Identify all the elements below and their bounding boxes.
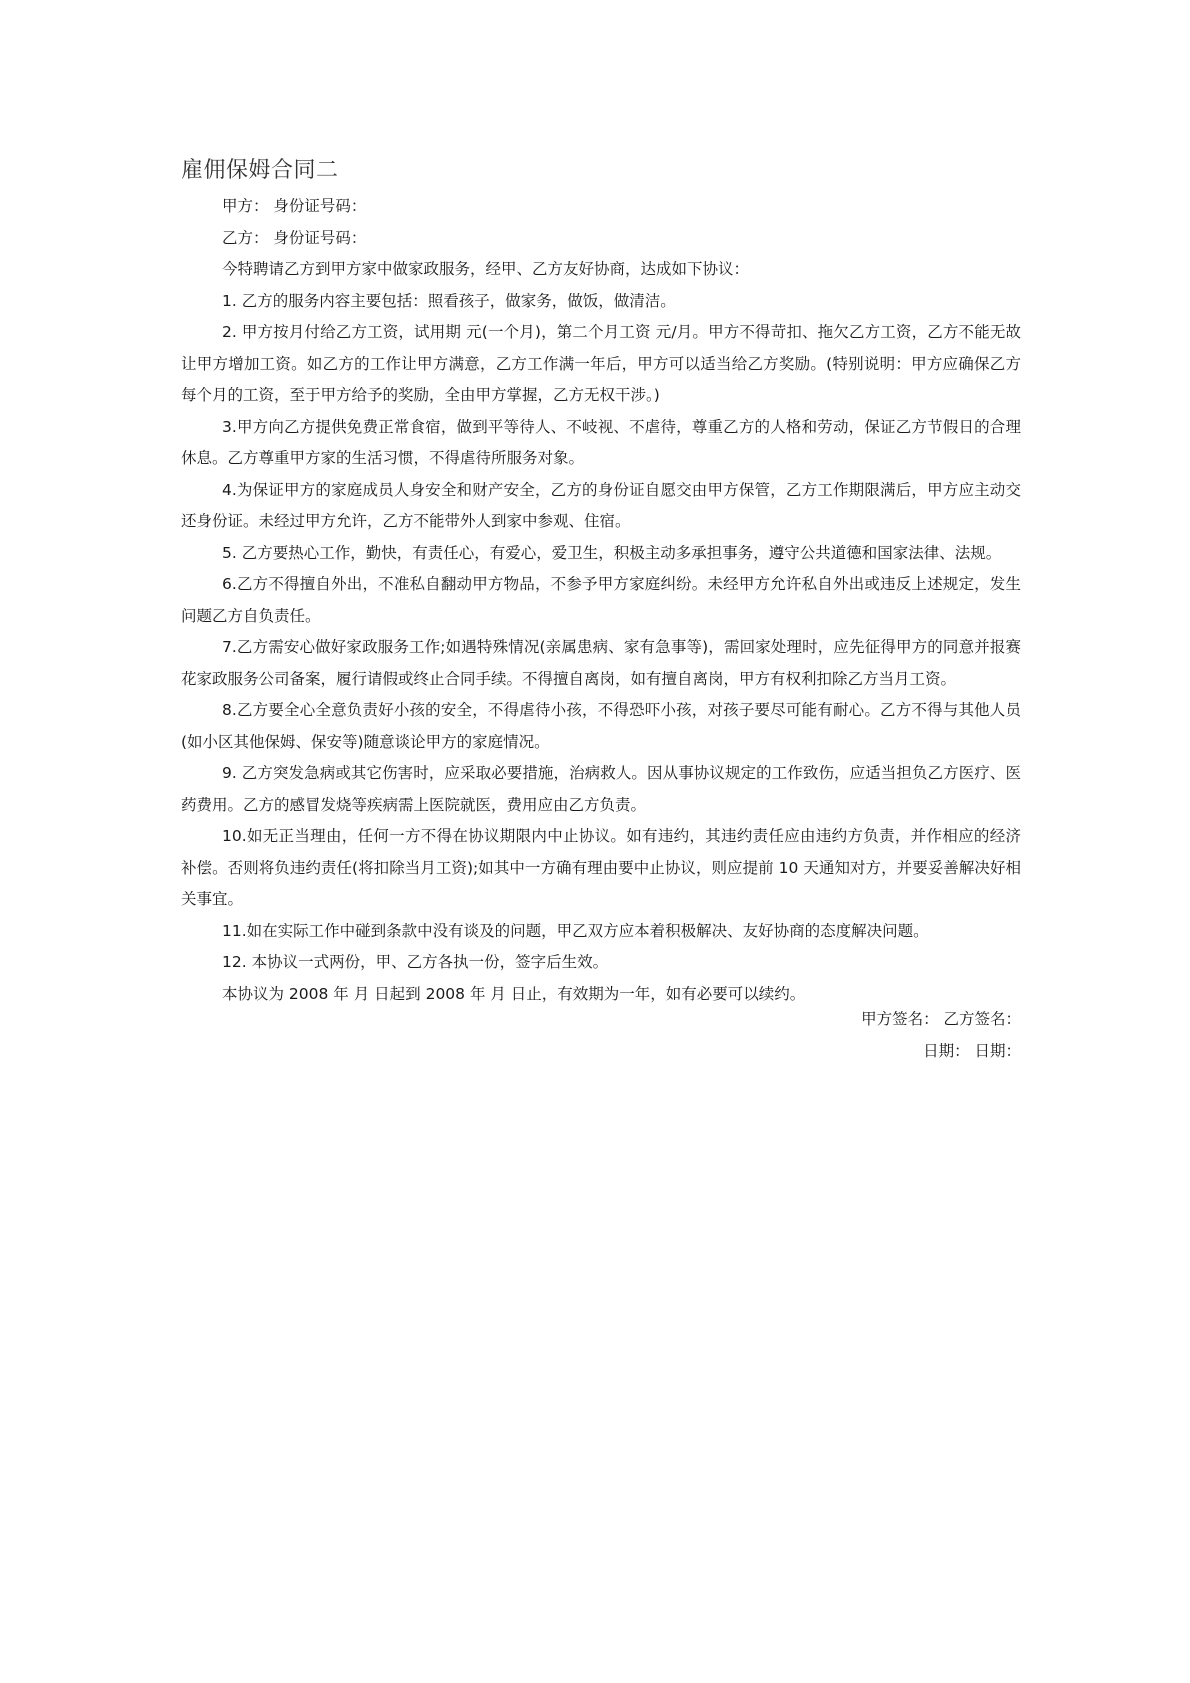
clause-4: 4.为保证甲方的家庭成员人身安全和财产安全，乙方的身份证自愿交由甲方保管，乙方工作期限满后，甲方应主动交还身份证。未经过甲方允许，乙方不能带外人到家中参观、住宿。: [181, 480, 1021, 530]
clause-12: 12. 本协议一式两份，甲、乙方各执一份，签字后生效。: [222, 953, 609, 971]
clause-5: 5. 乙方要热心工作，勤快，有责任心，有爱心，爱卫生，积极主动多承担事务，遵守公共道德和国家法律、法规。: [222, 543, 1002, 562]
clause-2: 2. 甲方按月付给乙方工资，试用期 元(一个月)，第二个月工资 元/月。甲方不得苛扣、拖欠乙方工资，乙方不能无故让甲方增加工资。如乙方的工作让甲方满意，乙方工作满一年后，甲方可以适当给乙方奖励。(特别说明：甲方应确保乙方每个月的工资，至于甲方给予的奖励，全由甲方掌握，乙方无权干涉。): [181, 323, 1021, 404]
clause-8: 8.乙方要全心全意负责好小孩的安全，不得虐待小孩，不得恐吓小孩，对孩子要尽可能有耐心。乙方不得与其他人员(如小区其他保姆、保安等)随意谈论甲方的家庭情况。: [181, 701, 1021, 751]
document-title: 雇佣保姆合同二: [181, 158, 339, 183]
clause-3: 3.甲方向乙方提供免费正常食宿，做到平等待人、不岐视、不虐待，尊重乙方的人格和劳动，保证乙方节假日的合理休息。乙方尊重甲方家的生活习惯，不得虐待所服务对象。: [181, 417, 1021, 467]
clause-6: 6.乙方不得擅自外出，不准私自翻动甲方物品，不参予甲方家庭纠纷。未经甲方允许私自外出或违反上述规定，发生问题乙方自负责任。: [181, 575, 1021, 625]
clause-7: 7.乙方需安心做好家政服务工作;如遇特殊情况(亲属患病、家有急事等)，需回家处理时，应先征得甲方的同意并报赛花家政服务公司备案，履行请假或终止合同手续。不得擅自离岗，如有擅自离岗，甲方有权利扣除乙方当月工资。: [181, 638, 1021, 688]
clause-11: 11.如在实际工作中碰到条款中没有谈及的问题，甲乙双方应本着积极解决、友好协商的态度解决问题。: [222, 921, 929, 940]
validity-paragraph: 本协议为 2008 年 月 日起到 2008 年 月 日止，有效期为一年，如有必要可以续约。: [222, 984, 806, 1003]
clause-10: 10.如无正当理由，任何一方不得在协议期限内中止协议。如有违约，其违约责任应由违约方负责，并作相应的经济补偿。否则将负违约责任(将扣除当月工资);如其中一方确有理由要中止协议，则应提前 10 天通知对方，并要妥善解决好相关事宜。: [181, 827, 1021, 908]
party-b-line: 乙方： 身份证号码：: [222, 228, 367, 247]
party-a-line: 甲方： 身份证号码：: [222, 197, 367, 215]
date-line: 日期： 日期：: [923, 1041, 1021, 1060]
clause-9: 9. 乙方突发急病或其它伤害时，应采取必要措施，治病救人。因从事协议规定的工作致伤，应适当担负乙方医疗、医药费用。乙方的感冒发烧等疾病需上医院就医，费用应由乙方负责。: [181, 764, 1021, 814]
contract-body: [181, 191, 1021, 1010]
preamble-paragraph: 今特聘请乙方到甲方家中做家政服务，经甲、乙方友好协商，达成如下协议：: [222, 260, 750, 278]
clause-1: 1. 乙方的服务内容主要包括：照看孩子，做家务，做饭，做清洁。: [222, 291, 676, 310]
signature-line: 甲方签名： 乙方签名：: [861, 1010, 1021, 1028]
signature-block: [861, 1004, 1021, 1067]
